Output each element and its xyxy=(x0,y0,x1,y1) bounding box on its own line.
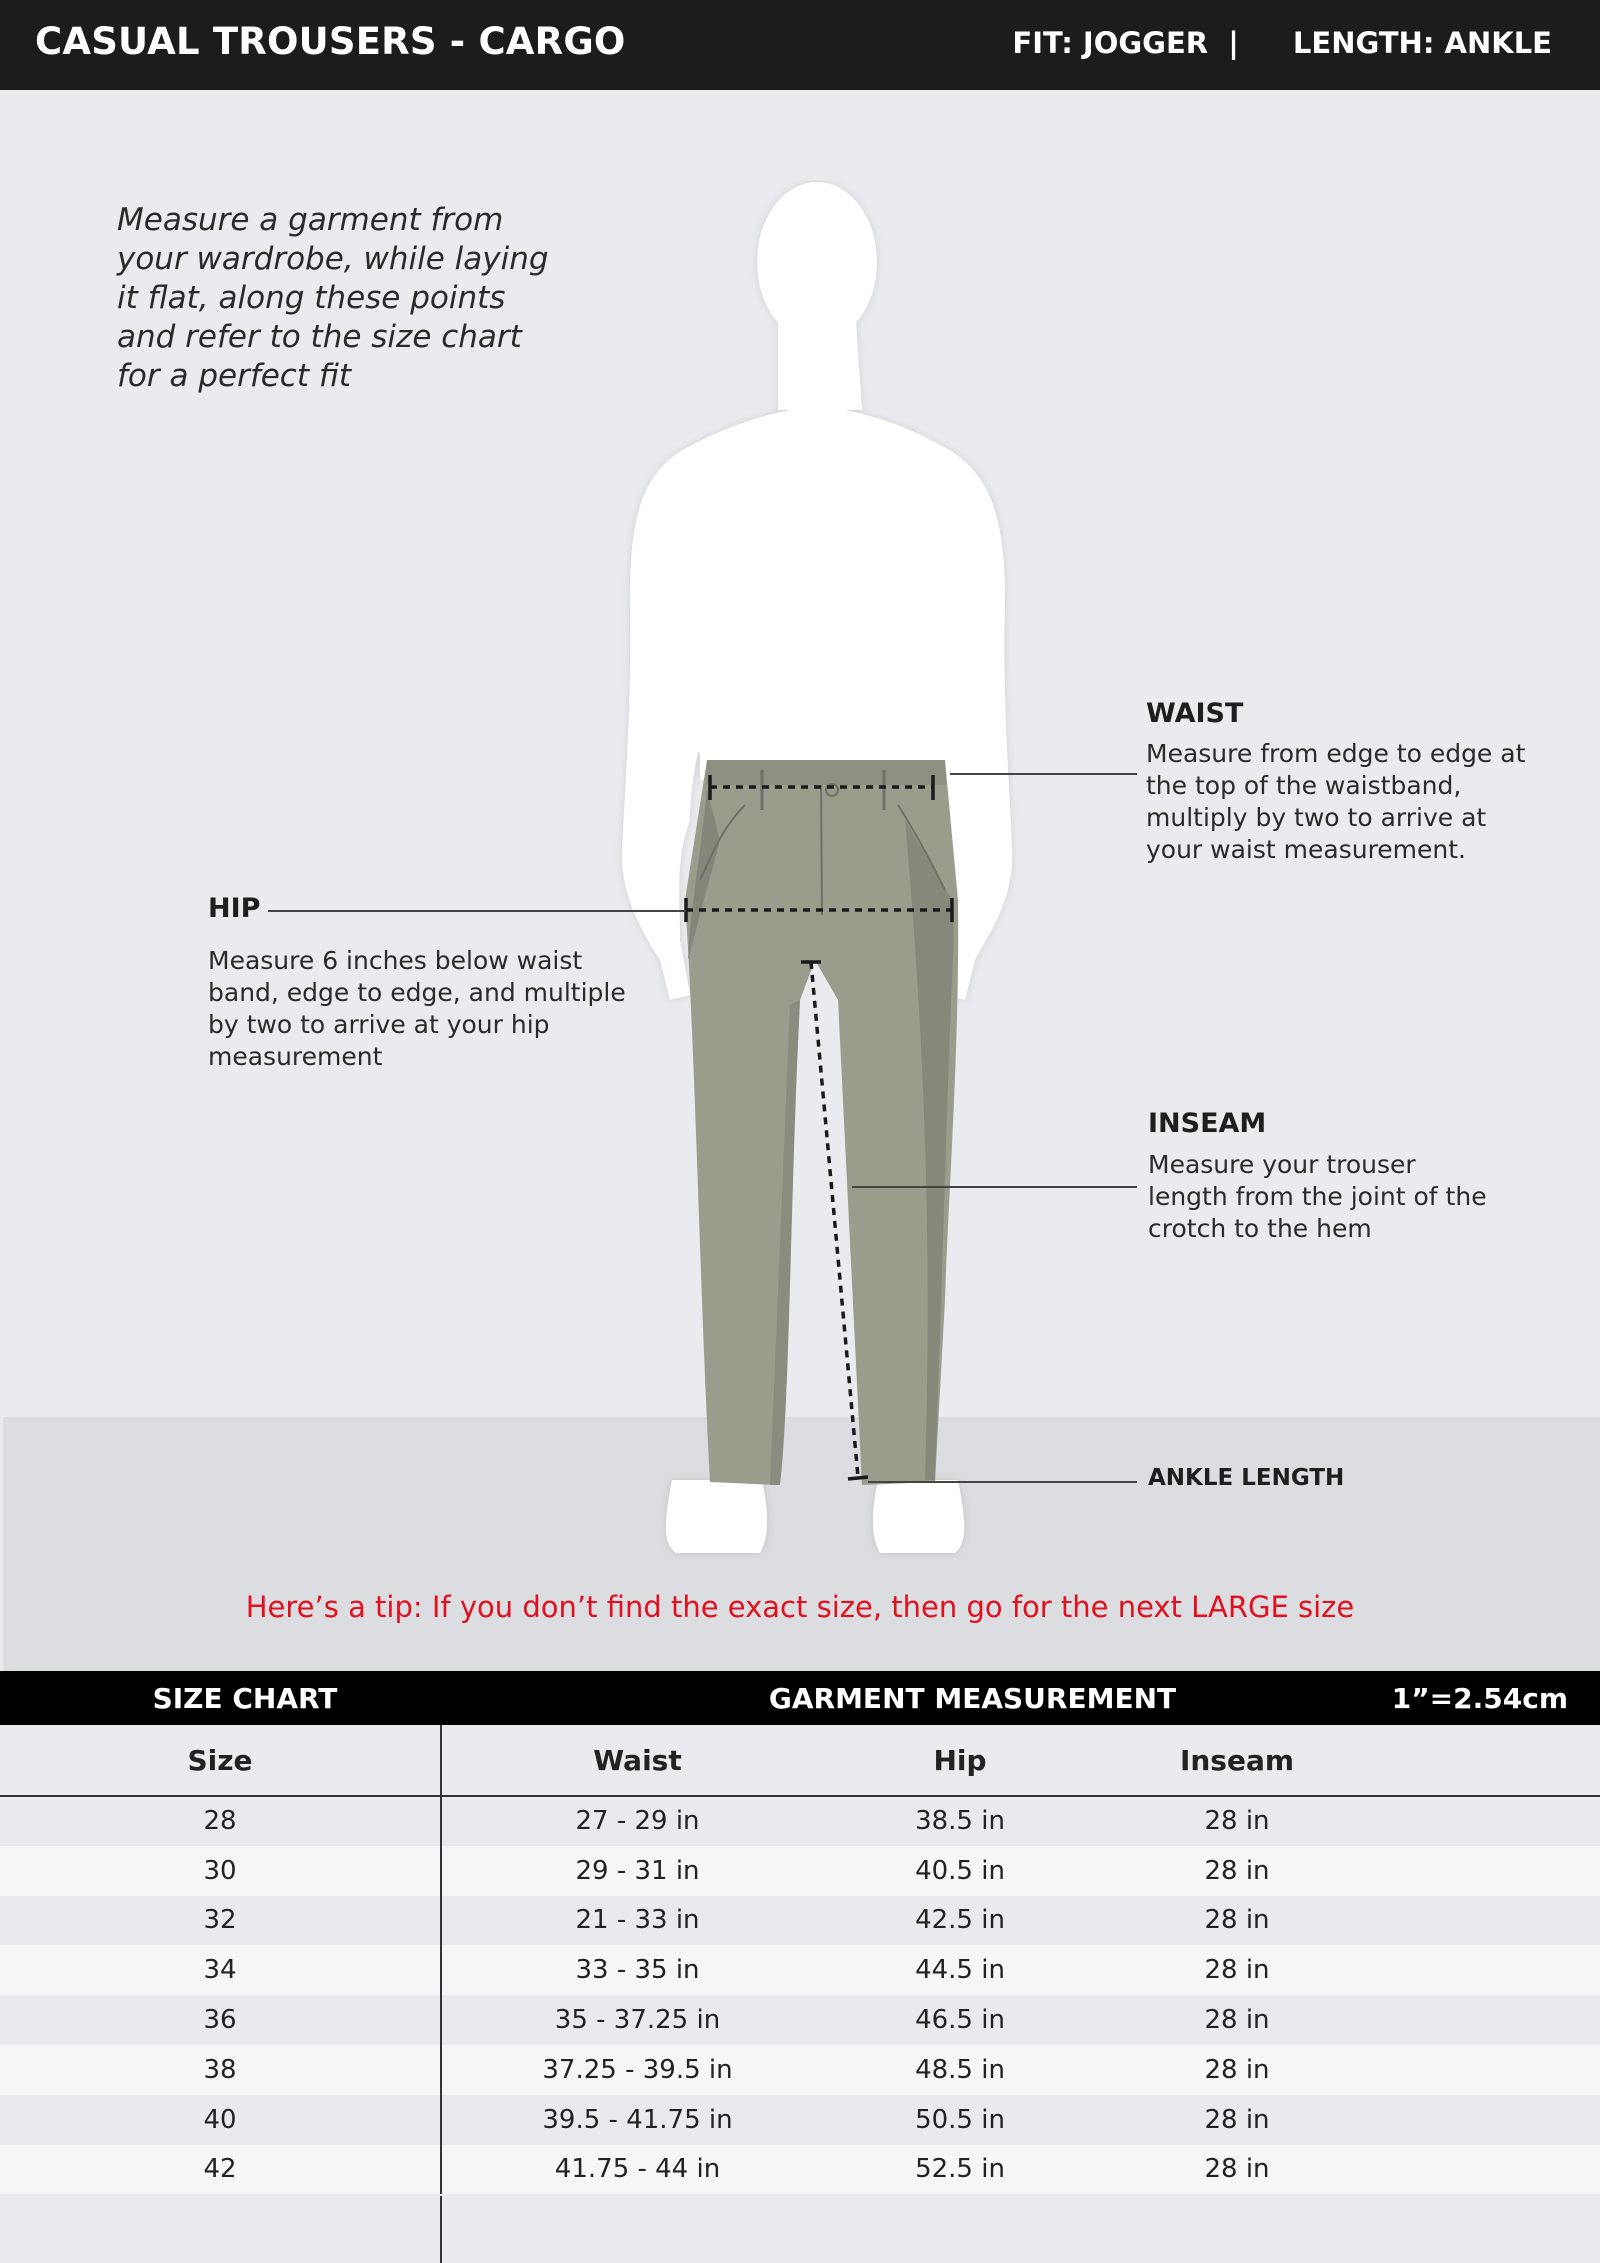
spacer-cell xyxy=(1387,1846,1600,1896)
page-title: CASUAL TROUSERS - CARGO xyxy=(35,20,626,63)
table-row xyxy=(0,1995,1600,2045)
waist-cell: 27 - 29 in xyxy=(441,1796,833,1846)
hip-title: HIP xyxy=(208,893,261,924)
inseam-cell: 28 in xyxy=(1087,2095,1387,2145)
model-figure xyxy=(560,180,1040,1570)
table-row xyxy=(0,1896,1600,1946)
table-row xyxy=(0,2145,1600,2195)
size-cell: 42 xyxy=(0,2145,441,2195)
waist-title: WAIST xyxy=(1146,698,1244,729)
trousers xyxy=(685,760,958,1485)
garment-measurement-title: GARMENT MEASUREMENT xyxy=(768,1682,1177,1715)
column-header-inseam: Inseam xyxy=(1087,1725,1387,1796)
column-header-hip: Hip xyxy=(833,1725,1087,1796)
size-cell: 38 xyxy=(0,2045,441,2095)
header-bar xyxy=(0,0,1600,90)
table-header-row xyxy=(0,1725,1600,1796)
waist-description: Measure from edge to edge at the top of the waistband, multiply by two to arrive at your waist measurement. xyxy=(1146,739,1526,864)
hip-description: Measure 6 inches below waist band, edge to edge, and multiple by two to arrive at your hip measurement xyxy=(208,946,626,1071)
table-row xyxy=(0,2095,1600,2145)
spacer-cell xyxy=(1387,1945,1600,1995)
waist-cell: 41.75 - 44 in xyxy=(441,2145,833,2195)
inseam-cell: 28 in xyxy=(1087,1896,1387,1946)
hip-cell: 44.5 in xyxy=(833,1945,1087,1995)
table-row xyxy=(0,1796,1600,1846)
size-tip: Here’s a tip: If you don’t find the exact size, then go for the next LARGE size xyxy=(245,1590,1355,1624)
size-cell: 34 xyxy=(0,1945,441,1995)
spacer-cell xyxy=(1387,1995,1600,2045)
waist-cell: 21 - 33 in xyxy=(441,1896,833,1946)
waist-cell: 37.25 - 39.5 in xyxy=(441,2045,833,2095)
length-label: LENGTH: ANKLE xyxy=(1292,26,1552,60)
spacer-cell xyxy=(1387,2145,1600,2195)
hip-cell: 52.5 in xyxy=(833,2145,1087,2195)
spacer-cell xyxy=(1387,2095,1600,2145)
unit-conversion: 1”=2.54cm xyxy=(1391,1682,1568,1715)
table-row xyxy=(0,1945,1600,1995)
fit-label: FIT: JOGGER xyxy=(1012,26,1209,60)
inseam-cell: 28 in xyxy=(1087,1945,1387,1995)
ankle-length-title: ANKLE LENGTH xyxy=(1148,1465,1345,1491)
table-row xyxy=(0,2045,1600,2095)
size-cell: 32 xyxy=(0,1896,441,1946)
inseam-title: INSEAM xyxy=(1148,1108,1267,1139)
column-header-spacer xyxy=(1387,1725,1600,1796)
hip-cell: 46.5 in xyxy=(833,1995,1087,2045)
waist-cell: 33 - 35 in xyxy=(441,1945,833,1995)
waist-leader-line xyxy=(950,773,1137,775)
header-separator: | xyxy=(1228,26,1239,60)
inseam-cell: 28 in xyxy=(1087,1796,1387,1846)
column-header-size: Size xyxy=(0,1725,441,1796)
hip-leader-line xyxy=(268,910,686,912)
waist-cell: 39.5 - 41.75 in xyxy=(441,2095,833,2145)
fit-length-info xyxy=(1012,26,1552,60)
spacer-cell xyxy=(1387,1896,1600,1946)
waist-cell: 35 - 37.25 in xyxy=(441,1995,833,2045)
size-cell: 40 xyxy=(0,2095,441,2145)
size-cell: 28 xyxy=(0,1796,441,1846)
hip-cell: 42.5 in xyxy=(833,1896,1087,1946)
inseam-cell: 28 in xyxy=(1087,1995,1387,2045)
hip-cell: 50.5 in xyxy=(833,2095,1087,2145)
hip-cell: 40.5 in xyxy=(833,1846,1087,1896)
waist-cell: 29 - 31 in xyxy=(441,1846,833,1896)
size-table xyxy=(0,1725,1600,2194)
size-chart-header xyxy=(0,1671,1600,1725)
ankle-leader-line xyxy=(868,1481,1137,1483)
table-row xyxy=(0,1846,1600,1896)
hip-cell: 38.5 in xyxy=(833,1796,1087,1846)
intro-text: Measure a garment from your wardrobe, while laying it flat, along these points and refer to the size chart for a perfect fit xyxy=(117,202,549,394)
size-chart-title: SIZE CHART xyxy=(152,1682,338,1715)
hip-cell: 48.5 in xyxy=(833,2045,1087,2095)
spacer-cell xyxy=(1387,2045,1600,2095)
spacer-cell xyxy=(1387,1796,1600,1846)
column-header-waist: Waist xyxy=(441,1725,833,1796)
inseam-cell: 28 in xyxy=(1087,2045,1387,2095)
size-cell: 30 xyxy=(0,1846,441,1896)
size-cell: 36 xyxy=(0,1995,441,2045)
inseam-description: Measure your trouser length from the joint of the crotch to the hem xyxy=(1148,1150,1487,1243)
table-divider-tail xyxy=(440,2196,442,2263)
inseam-cell: 28 in xyxy=(1087,2145,1387,2195)
inseam-leader-line xyxy=(852,1186,1137,1188)
inseam-cell: 28 in xyxy=(1087,1846,1387,1896)
